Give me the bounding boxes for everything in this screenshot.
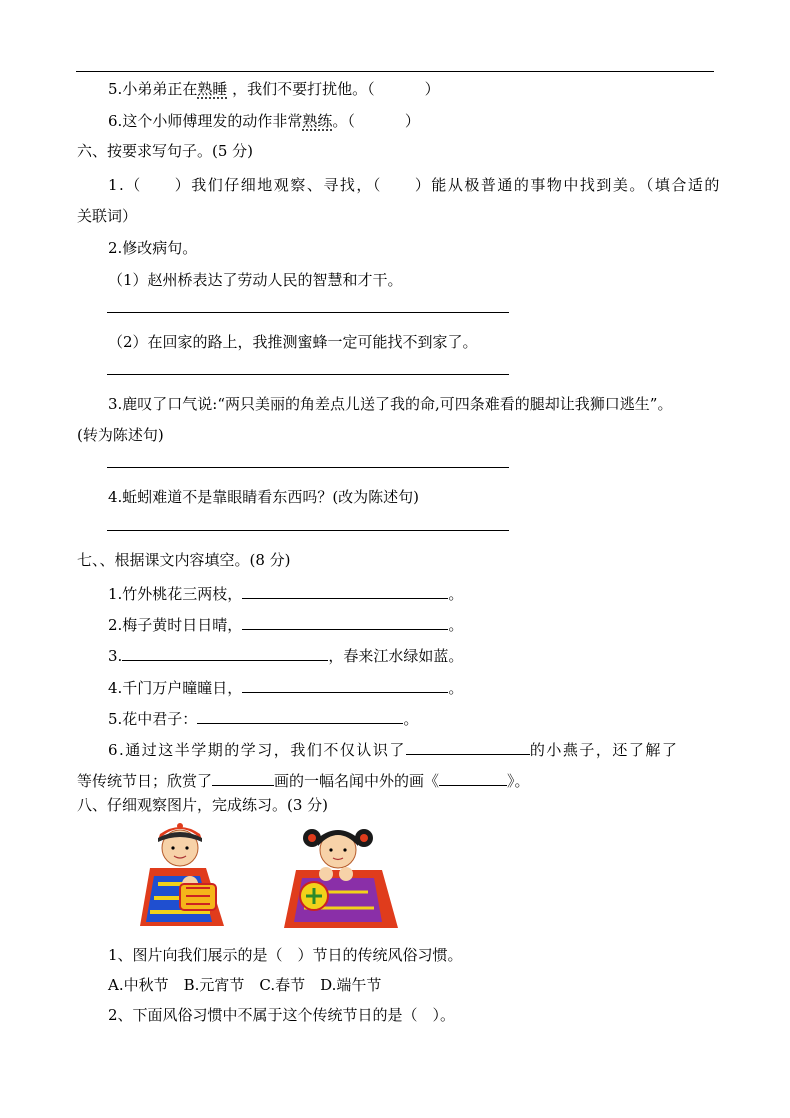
question-text: ，我们不要打扰他。（ <box>227 80 375 98</box>
question-text: 的小燕子，还了解了 <box>529 741 679 759</box>
paren-close: ） <box>424 80 440 98</box>
fill-blank[interactable] <box>242 613 448 630</box>
question-6-1: 1.（ ）我们仔细地观察、寻找，（ ）能从极普通的事物中找到美。（填合适的 <box>108 176 721 194</box>
question-6-2-title: 2.修改病句。 <box>108 239 198 257</box>
question-6-1-cont: 关联词） <box>77 207 138 225</box>
question-7-3 <box>108 644 463 666</box>
fill-blank[interactable] <box>242 582 448 599</box>
question-7-6 <box>108 738 678 760</box>
punctuation: 。 <box>448 616 464 634</box>
answer-line[interactable] <box>107 374 509 375</box>
paren-close: ） <box>404 112 420 130</box>
answer-line[interactable] <box>107 530 509 531</box>
girl-figure <box>284 829 398 928</box>
question-number: 5. <box>108 80 123 98</box>
question-text: 4.千门万户曈曈日， <box>108 679 243 697</box>
question-7-6-cont <box>77 769 530 791</box>
question-text: 等传统节日；欣赏了 <box>77 772 213 790</box>
festival-illustration <box>128 822 418 934</box>
question-text: 1.竹外桃花三两枝， <box>108 585 243 603</box>
question-7-4 <box>108 676 463 698</box>
question-6-2-b: （2）在回家的路上，我推测蜜蜂一定可能找不到家了。 <box>108 333 478 351</box>
question-7-5 <box>108 707 418 729</box>
answer-line[interactable] <box>107 312 509 313</box>
question-6-3: 3.鹿叹了口气说:“两只美丽的角差点儿送了我的命,可四条难看的腿却让我狮口逃生”。 <box>108 395 673 413</box>
fill-blank[interactable] <box>439 769 507 786</box>
answer-line[interactable] <box>107 467 509 468</box>
festival-children-picture <box>128 822 418 934</box>
fill-blank[interactable] <box>242 676 448 693</box>
question-7-2 <box>108 613 463 635</box>
fill-blank[interactable] <box>197 707 403 724</box>
fill-blank[interactable] <box>122 644 328 661</box>
question-text: ，春来江水绿如蓝。 <box>328 647 464 665</box>
question-8-1: 1、图片向我们展示的是（ ）节日的传统风俗习惯。 <box>108 946 463 964</box>
emphasized-word: 熟练 <box>302 112 333 130</box>
question-text: 画的一幅名闻中外的画《 <box>274 772 440 790</box>
question-5-5 <box>108 79 440 99</box>
question-text: 5.花中君子： <box>108 710 198 728</box>
header-rule <box>76 71 714 72</box>
punctuation: 》。 <box>507 772 530 790</box>
emphasized-word: 熟睡 <box>197 80 228 98</box>
fill-blank[interactable] <box>212 769 274 786</box>
punctuation: 。 <box>403 710 419 728</box>
section-7-title: 七、、根据课文内容填空。(8 分) <box>77 551 291 569</box>
question-text: 小弟弟正在 <box>122 80 198 98</box>
question-6-2-a: （1）赵州桥表达了劳动人民的智慧和才干。 <box>108 271 403 289</box>
question-8-2: 2、下面风俗习惯中不属于这个传统节日的是（ ）。 <box>108 1006 456 1024</box>
boy-figure <box>140 823 224 926</box>
question-number: 6. <box>108 112 123 130</box>
question-6-3-cont: (转为陈述句) <box>77 426 164 444</box>
question-8-1-options: A.中秋节 B.元宵节 C.春节 D.端午节 <box>108 976 382 994</box>
question-6-4: 4.蚯蚓难道不是靠眼睛看东西吗？(改为陈述句) <box>108 488 420 506</box>
question-text: 这个小师傅理发的动作非常 <box>122 112 303 130</box>
question-text: 6.通过这半学期的学习，我们不仅认识了 <box>108 741 406 759</box>
section-8-title: 八、仔细观察图片，完成练习。(3 分) <box>77 796 329 814</box>
question-text: 3. <box>108 647 123 665</box>
punctuation: 。 <box>448 679 464 697</box>
question-text: 。（ <box>332 112 355 130</box>
question-5-6 <box>108 111 420 131</box>
question-7-1 <box>108 582 463 604</box>
section-6-title: 六、按要求写句子。(5 分) <box>77 142 254 160</box>
question-text: 2.梅子黄时日日晴， <box>108 616 243 634</box>
fill-blank[interactable] <box>406 738 530 755</box>
punctuation: 。 <box>448 585 464 603</box>
